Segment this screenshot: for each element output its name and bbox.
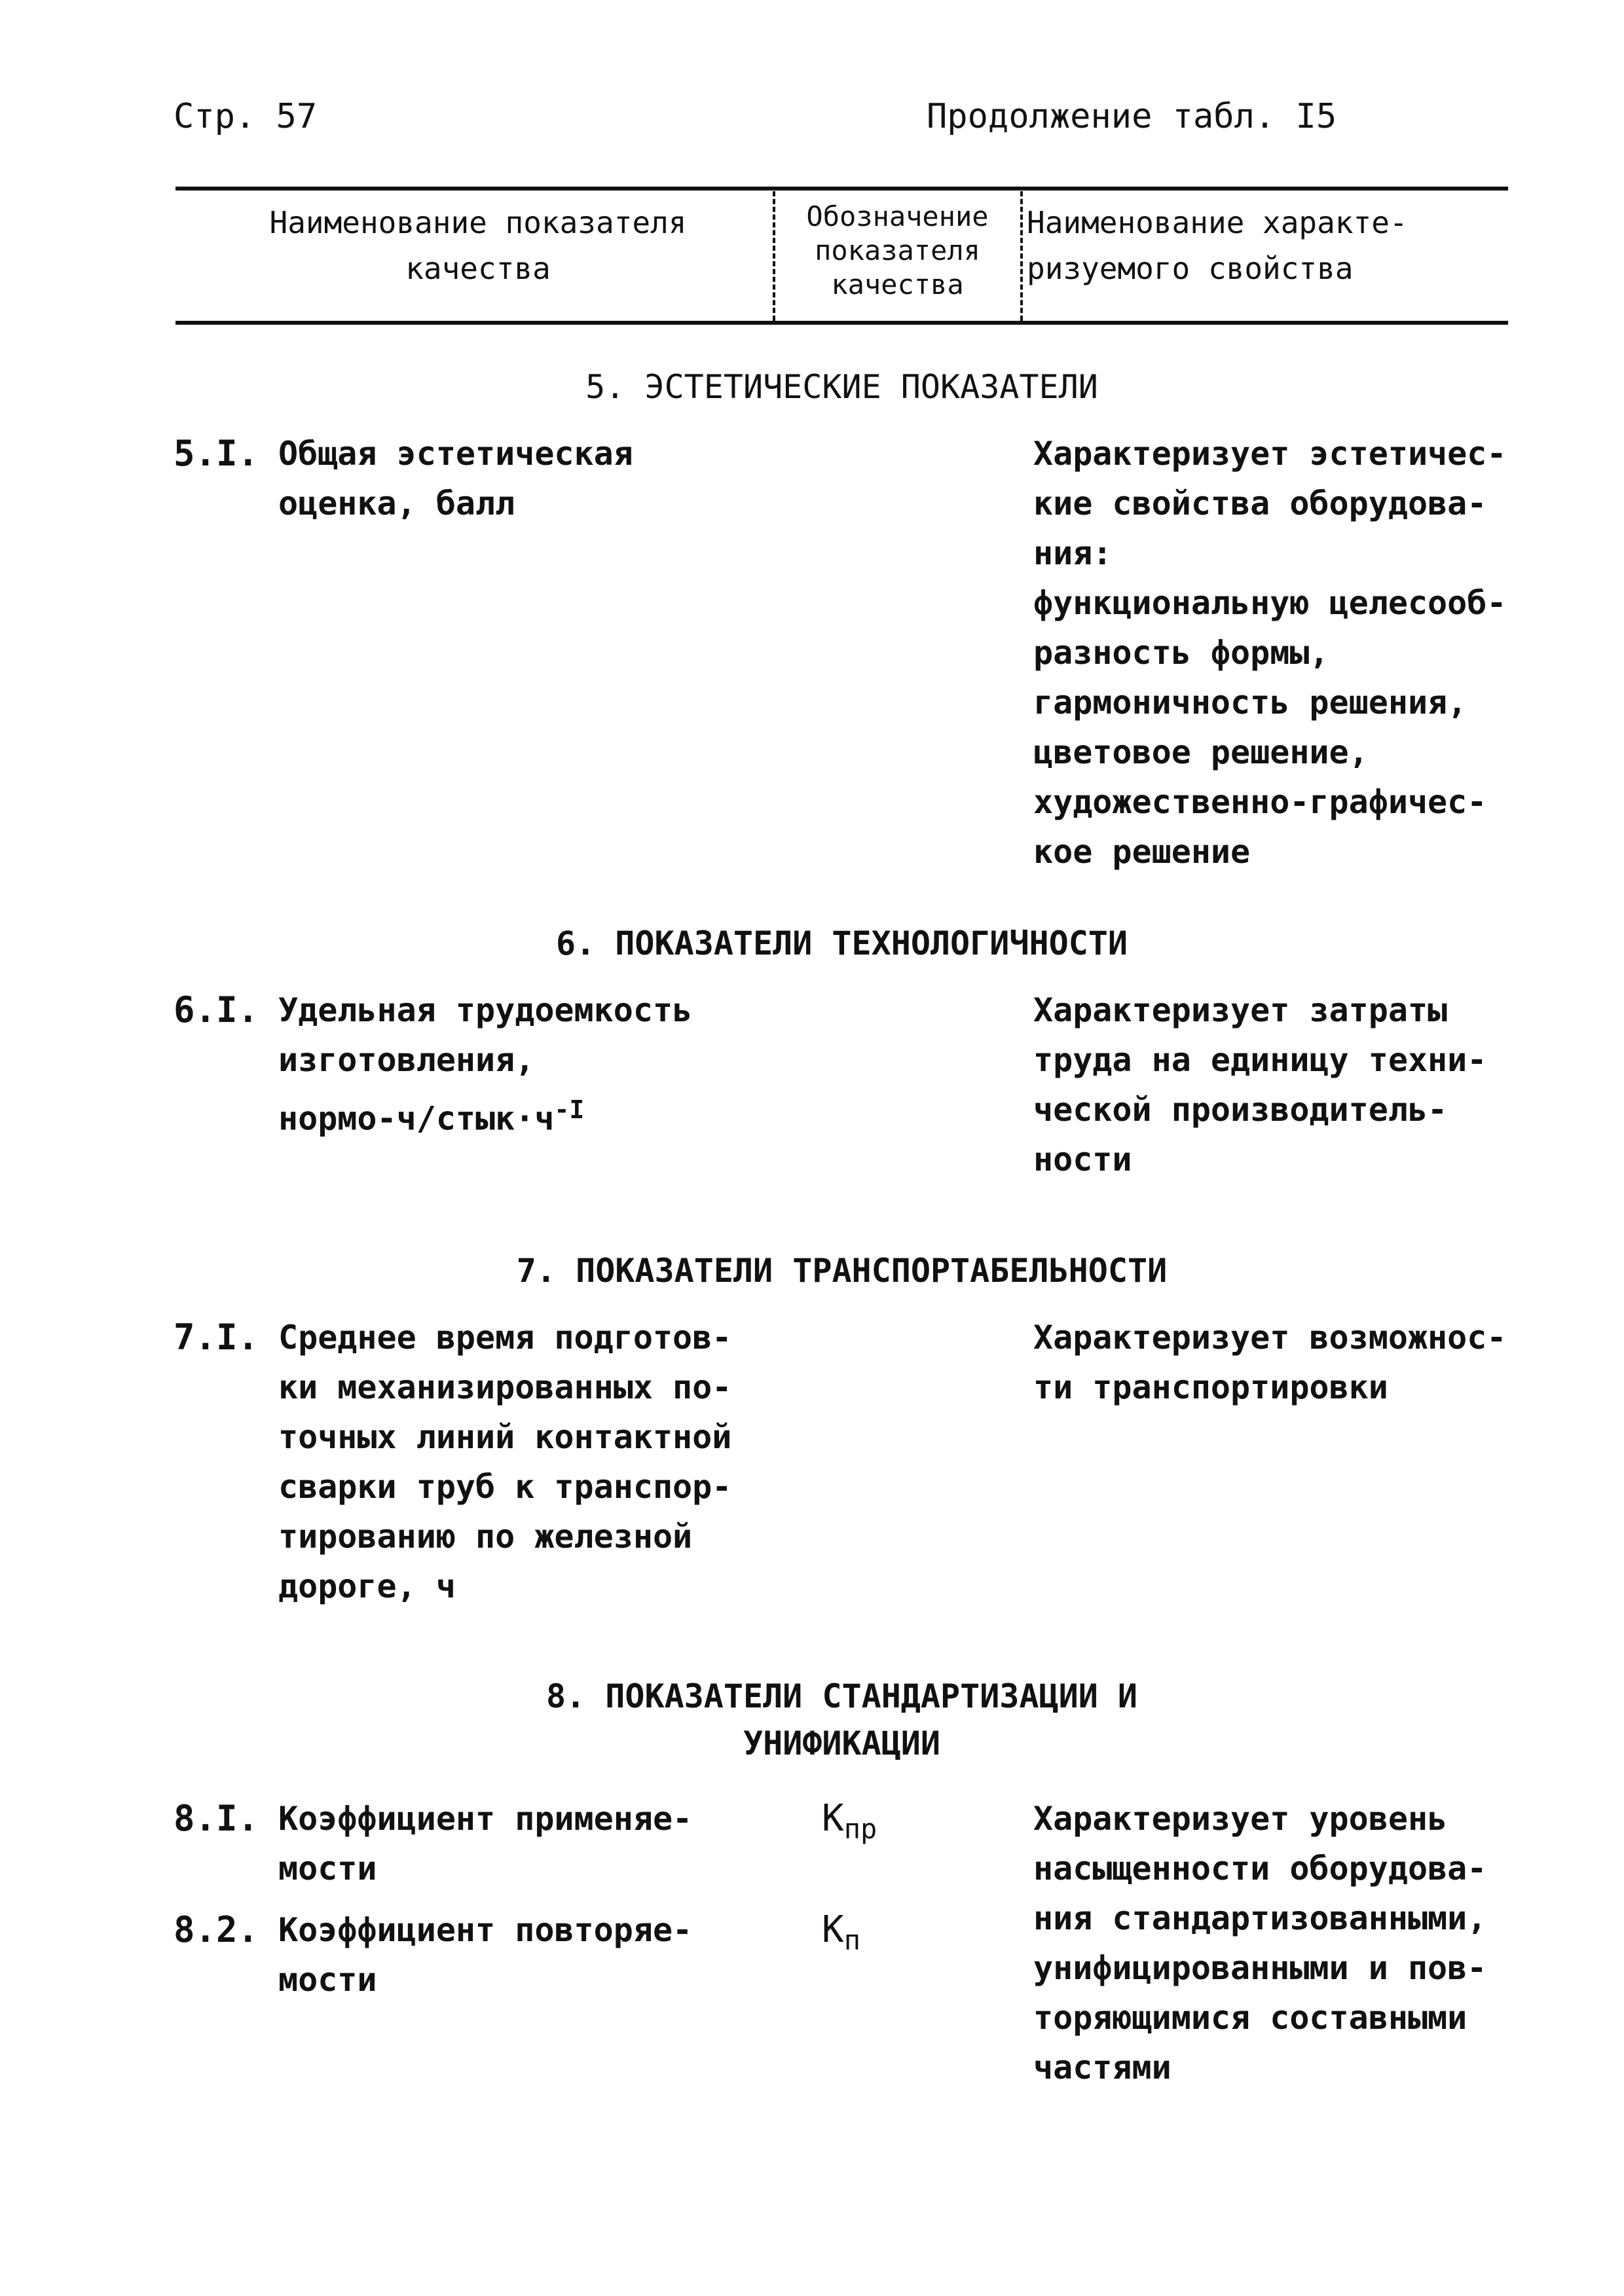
section-title-transportability: 7. ПОКАЗАТЕЛИ ТРАНСПОРТАБЕЛЬНОСТИ: [516, 1252, 1168, 1290]
row-number: 5.I.: [174, 433, 259, 474]
section-title-aesthetic: 5. ЭСТЕТИЧЕСКИЕ ПОКАЗАТЕЛИ: [585, 368, 1098, 406]
characterized-property: Характеризует возможнос- ти транспортировки: [1033, 1319, 1507, 1406]
header-indicator-name: Наименование показателя качества: [269, 205, 687, 286]
indicator-name: [278, 985, 776, 1144]
indicator-name: Среднее время подготов- ки механизированных по- точных линий контактной сварки труб к транспор- тированию по железной дороге, ч: [278, 1319, 732, 1605]
header-indicator-designation: Обозначение показателя качества: [806, 200, 989, 301]
table-header-bottom-rule: [175, 321, 1508, 325]
table-header-column-separator: [773, 191, 775, 321]
indicator-designation: [822, 1905, 992, 1965]
table-header-top-rule: [175, 187, 1508, 191]
characterized-property: Характеризует эстетичес- кие свойства оборудова- ния: функциональную целесооб- разность формы, гармоничность решения, цветовое решение, художественно-графичес- кое решение: [1033, 435, 1507, 871]
row-number: 8.2.: [174, 1909, 259, 1950]
indicator-name: Коэффициент применяе- мости: [278, 1800, 693, 1887]
row-number: 8.I.: [174, 1798, 259, 1839]
indicator-designation: [822, 1794, 992, 1854]
designation-subscript: п: [843, 1924, 861, 1957]
indicator-name: Коэффициент повторяе- мости: [278, 1911, 693, 1999]
indicator-name-text: Удельная трудоемкость изготовления, нормо-ч/стык·ч: [278, 991, 693, 1138]
row-number: 7.I.: [174, 1317, 259, 1358]
page-number: Стр. 57: [174, 97, 318, 136]
row-number: 6.I.: [174, 989, 259, 1030]
header-characterized-property: Наименование характе- ризуемого свойства: [1027, 205, 1408, 286]
section-title-manufacturability: 6. ПОКАЗАТЕЛИ ТЕХНОЛОГИЧНОСТИ: [556, 924, 1128, 962]
designation-subscript: пр: [843, 1813, 877, 1846]
indicator-name-exponent: -I: [554, 1095, 585, 1124]
designation-symbol: К: [822, 1908, 844, 1951]
table-continuation-label: Продолжение табл. I5: [927, 97, 1337, 136]
characterized-property: Характеризует затраты труда на единицу техни- ческой производитель- ности: [1033, 991, 1487, 1178]
indicator-name: Общая эстетическая оценка, балл: [278, 435, 633, 522]
table-header-column-separator: [1020, 191, 1023, 321]
characterized-property: Характеризует уровень насыщенности оборудова- ния стандартизованными, унифицированными и пов- торяющимися составными частями: [1033, 1800, 1487, 2086]
designation-symbol: К: [822, 1797, 844, 1840]
section-title-standardization: 8. ПОКАЗАТЕЛИ СТАНДАРТИЗАЦИИ И УНИФИКАЦИИ: [545, 1677, 1138, 1762]
